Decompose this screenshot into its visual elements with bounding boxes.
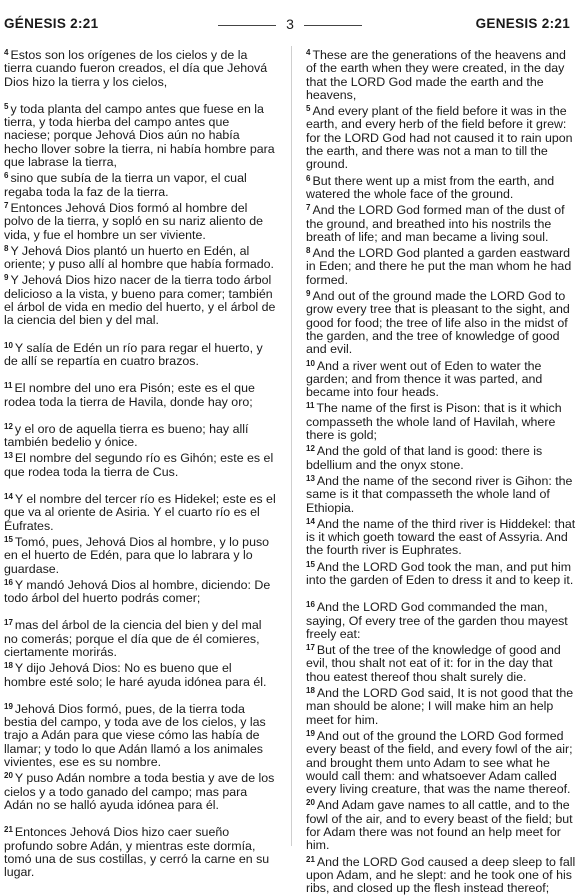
verse-text: And a river went out of Eden to water the garden; and from thence it was parted, and became into four heads. — [306, 358, 543, 400]
verse-number: 6 — [306, 173, 311, 183]
spanish-verse — [4, 659, 276, 689]
verse-text: And the name of the second river is Gihon: the same is it that compasseth the whole land of Ethiopia. — [306, 473, 573, 515]
verse-text: y toda planta del campo antes que fuese en la tierra, y toda hierba del campo antes que naciese; porque Jehová Dios aún no había hecho llover sobre la tierra, ni había hombre para que labrase la tierra, — [4, 101, 275, 170]
verse-text: Estos son los orígenes de los cielos y de la tierra cuando fueron creados, el día que Jehová Dios hizo la tierra y los cielos, — [4, 48, 268, 89]
spanish-column — [4, 46, 276, 879]
verse-number: 14 — [306, 516, 315, 526]
spanish-verse — [4, 46, 276, 89]
verse-text: And the LORD God formed man of the dust of the ground, and breathed into his nostrils the breath of life; and man became a living soul. — [306, 203, 565, 244]
verse-text: And the LORD God planted a garden eastward in Eden; and there he put the man whom he had formed. — [306, 246, 572, 287]
english-verse — [306, 287, 578, 356]
spanish-verse — [4, 576, 276, 606]
verse-text: But there went up a mist from the earth, and watered the whole face of the ground. — [306, 173, 555, 201]
paragraph-gap — [306, 587, 578, 598]
verse-text: The name of the first is Pison: that is it which compasseth the whole land of Havilah, where there is gold; — [306, 401, 562, 443]
page-header — [0, 16, 580, 38]
column-divider — [291, 46, 292, 846]
verse-text: And the LORD God said, It is not good that the man should be alone; I will make him an help meet for him. — [306, 686, 574, 727]
paragraph-gap — [4, 605, 276, 616]
english-verse — [306, 201, 578, 244]
english-verse — [306, 515, 578, 558]
verse-number: 13 — [306, 473, 315, 483]
verse-text: Y Jehová Dios hizo nacer de la tierra todo árbol delicioso a la vista, y bueno para comer; también el árbol de vida en medio del huerto, y el árbol de la ciencia del bien y del mal. — [4, 273, 276, 328]
paragraph-gap — [4, 328, 276, 339]
english-verse — [306, 558, 578, 588]
paragraph-gap — [4, 368, 276, 379]
page-number: 3 — [286, 16, 294, 32]
english-verse — [306, 399, 578, 442]
spanish-verse — [4, 199, 276, 242]
spanish-verse — [4, 616, 276, 659]
verse-number: 7 — [4, 200, 9, 210]
verse-number: 16 — [306, 600, 315, 610]
verse-text: And the LORD God commanded the man, saying, Of every tree of the garden thou mayest freely eat: — [306, 600, 568, 641]
verse-text: El nombre del segundo río es Gihón; este es el que rodea toda la tierra de Cus. — [4, 451, 274, 479]
header-rule-right — [304, 25, 362, 26]
verse-text: Tomó, pues, Jehová Dios al hombre, y lo puso en el huerto de Edén, para que lo labrara y lo guardase. — [4, 534, 270, 576]
verse-number: 15 — [4, 534, 13, 544]
spanish-verse — [4, 533, 276, 576]
english-verse — [306, 172, 578, 202]
verse-text: Y salía de Edén un río para regar el huerto, y de allí se repartía en cuatro brazos. — [4, 340, 263, 368]
spanish-verse — [4, 271, 276, 327]
verse-text: And the gold of that land is good: there is bdellium and the onyx stone. — [306, 444, 543, 472]
verse-number: 18 — [4, 661, 13, 671]
spanish-verse — [4, 449, 276, 479]
spanish-verse — [4, 379, 276, 409]
verse-number: 11 — [306, 401, 315, 411]
verse-text: Y Jehová Dios plantó un huerto en Edén, al oriente; y puso allí al hombre que había formado. — [4, 243, 275, 272]
paragraph-gap — [4, 409, 276, 420]
verse-number: 5 — [4, 101, 9, 111]
verse-text: These are the generations of the heavens and of the earth when they were created, in the day that the LORD God made the earth and the heavens, — [306, 48, 566, 102]
paragraph-gap — [4, 689, 276, 700]
verse-text: y el oro de aquella tierra es bueno; hay allí también bedelio y ónice. — [4, 421, 249, 450]
spanish-verse — [4, 100, 276, 169]
header-left-reference: GÉNESIS 2:21 — [4, 16, 99, 31]
header-right-reference: GENESIS 2:21 — [475, 16, 570, 31]
verse-number: 14 — [4, 492, 13, 502]
english-verse — [306, 442, 578, 472]
english-verse — [306, 853, 578, 896]
verse-number: 12 — [306, 444, 315, 454]
verse-text: Y el nombre del tercer río es Hidekel; este es el que va al oriente de Asiria. Y el cuarto río es el Éufrates. — [4, 492, 276, 533]
verse-text: And out of the ground made the LORD God to grow every tree that is pleasant to the sight, and good for food; the tree of life also in the midst of the garden, and the tree of knowledge of good and evil. — [306, 289, 570, 357]
verse-text: And the LORD God caused a deep sleep to fall upon Adam, and he slept: and he took one of his ribs, and closed up the flesh instead thereof; — [306, 854, 576, 896]
verse-number: 21 — [4, 825, 13, 835]
spanish-verse — [4, 823, 276, 879]
paragraph-gap — [4, 89, 276, 100]
verse-number: 16 — [4, 577, 13, 587]
verse-number: 12 — [4, 421, 13, 431]
verse-number: 6 — [4, 171, 9, 181]
verse-number: 11 — [4, 381, 13, 391]
verse-number: 13 — [4, 451, 13, 461]
verse-text: Y puso Adán nombre a toda bestia y ave de los cielos y a todo ganado del campo; mas para Adán no se halló ayuda idónea para él. — [4, 771, 275, 812]
english-verse — [306, 796, 578, 852]
verse-text: And out of the ground the LORD God formed every beast of the field, and every fowl of the air; and brought them unto Adam to see what he would call them: and whatsoever Adam called every living creature, that was the name thereof. — [306, 728, 573, 797]
english-verse — [306, 102, 578, 171]
verse-number: 9 — [306, 289, 311, 299]
verse-number: 4 — [4, 48, 9, 57]
spanish-verse — [4, 769, 276, 812]
verse-number: 5 — [306, 104, 311, 114]
verse-text: mas del árbol de la ciencia del bien y del mal no comerás; porque el día que de él comieres, ciertamente morirás. — [4, 618, 262, 659]
english-column — [306, 46, 578, 896]
verse-number: 10 — [4, 340, 13, 350]
english-verse — [306, 684, 578, 727]
verse-text: Y mandó Jehová Dios al hombre, diciendo: De todo árbol del huerto podrás comer; — [4, 577, 271, 606]
verse-number: 8 — [306, 246, 311, 256]
verse-text: And the name of the third river is Hiddekel: that is it which goeth toward the east of Assyria. And the fourth river is Euphrates. — [306, 516, 576, 558]
spanish-verse — [4, 700, 276, 769]
verse-number: 10 — [306, 358, 315, 368]
verse-text: But of the tree of the knowledge of good and evil, thou shalt not eat of it: for in the day that thou eatest thereof thou shalt surely die. — [306, 643, 561, 684]
verse-text: Y dijo Jehová Dios: No es bueno que el hombre esté solo; le haré ayuda idónea para él. — [4, 661, 267, 689]
verse-number: 19 — [4, 701, 13, 711]
verse-text: And every plant of the field before it was in the earth, and every herb of the field before it grew: for the LORD God had not caused it to rain upon the earth, and there was not a man to till the ground. — [306, 104, 573, 172]
verse-text: Jehová Dios formó, pues, de la tierra toda bestia del campo, y toda ave de los cielos, y las trajo a Adán para que viese cómo las había de llamar; y todo lo que Adán llamó a los animales vivientes, ese es su nombre. — [4, 701, 266, 770]
paragraph-gap — [4, 812, 276, 823]
verse-text: sino que subía de la tierra un vapor, el cual regaba toda la faz de la tierra. — [4, 171, 247, 199]
verse-number: 7 — [306, 203, 311, 213]
english-verse — [306, 244, 578, 287]
verse-text: Entonces Jehová Dios hizo caer sueño profundo sobre Adán, y mientras este dormía, tomó una de sus costillas, y cerró la carne en su lugar. — [4, 825, 270, 880]
verse-number: 8 — [4, 243, 9, 253]
verse-number: 9 — [4, 273, 9, 283]
verse-text: And the LORD God took the man, and put him into the garden of Eden to dress it and to keep it. — [306, 559, 574, 587]
verse-text: And Adam gave names to all cattle, and to the fowl of the air, and to every beast of the field; but for Adam there was not found an help meet for him. — [306, 798, 573, 853]
spanish-verse — [4, 420, 276, 450]
paragraph-gap — [4, 479, 276, 490]
verse-number: 15 — [306, 559, 315, 569]
english-verse — [306, 727, 578, 796]
verse-number: 21 — [306, 854, 315, 864]
verse-number: 20 — [4, 771, 13, 781]
english-verse — [306, 641, 578, 684]
english-verse — [306, 46, 578, 102]
spanish-verse — [4, 169, 276, 199]
english-verse — [306, 472, 578, 515]
verse-text: El nombre del uno era Pisón; este es el que rodea toda la tierra de Havila, donde hay oro; — [4, 381, 255, 409]
verse-number: 4 — [306, 48, 311, 57]
spanish-verse — [4, 339, 276, 369]
spanish-verse — [4, 490, 276, 533]
verse-number: 18 — [306, 686, 315, 696]
spanish-verse — [4, 242, 276, 272]
english-verse — [306, 598, 578, 641]
verse-text: Entonces Jehová Dios formó al hombre del polvo de la tierra, y sopló en su nariz aliento de vida, y fue el hombre un ser viviente. — [4, 200, 263, 242]
verse-number: 20 — [306, 798, 315, 808]
verse-number: 17 — [306, 643, 315, 653]
verse-number: 17 — [4, 618, 13, 628]
english-verse — [306, 357, 578, 400]
verse-number: 19 — [306, 728, 315, 738]
